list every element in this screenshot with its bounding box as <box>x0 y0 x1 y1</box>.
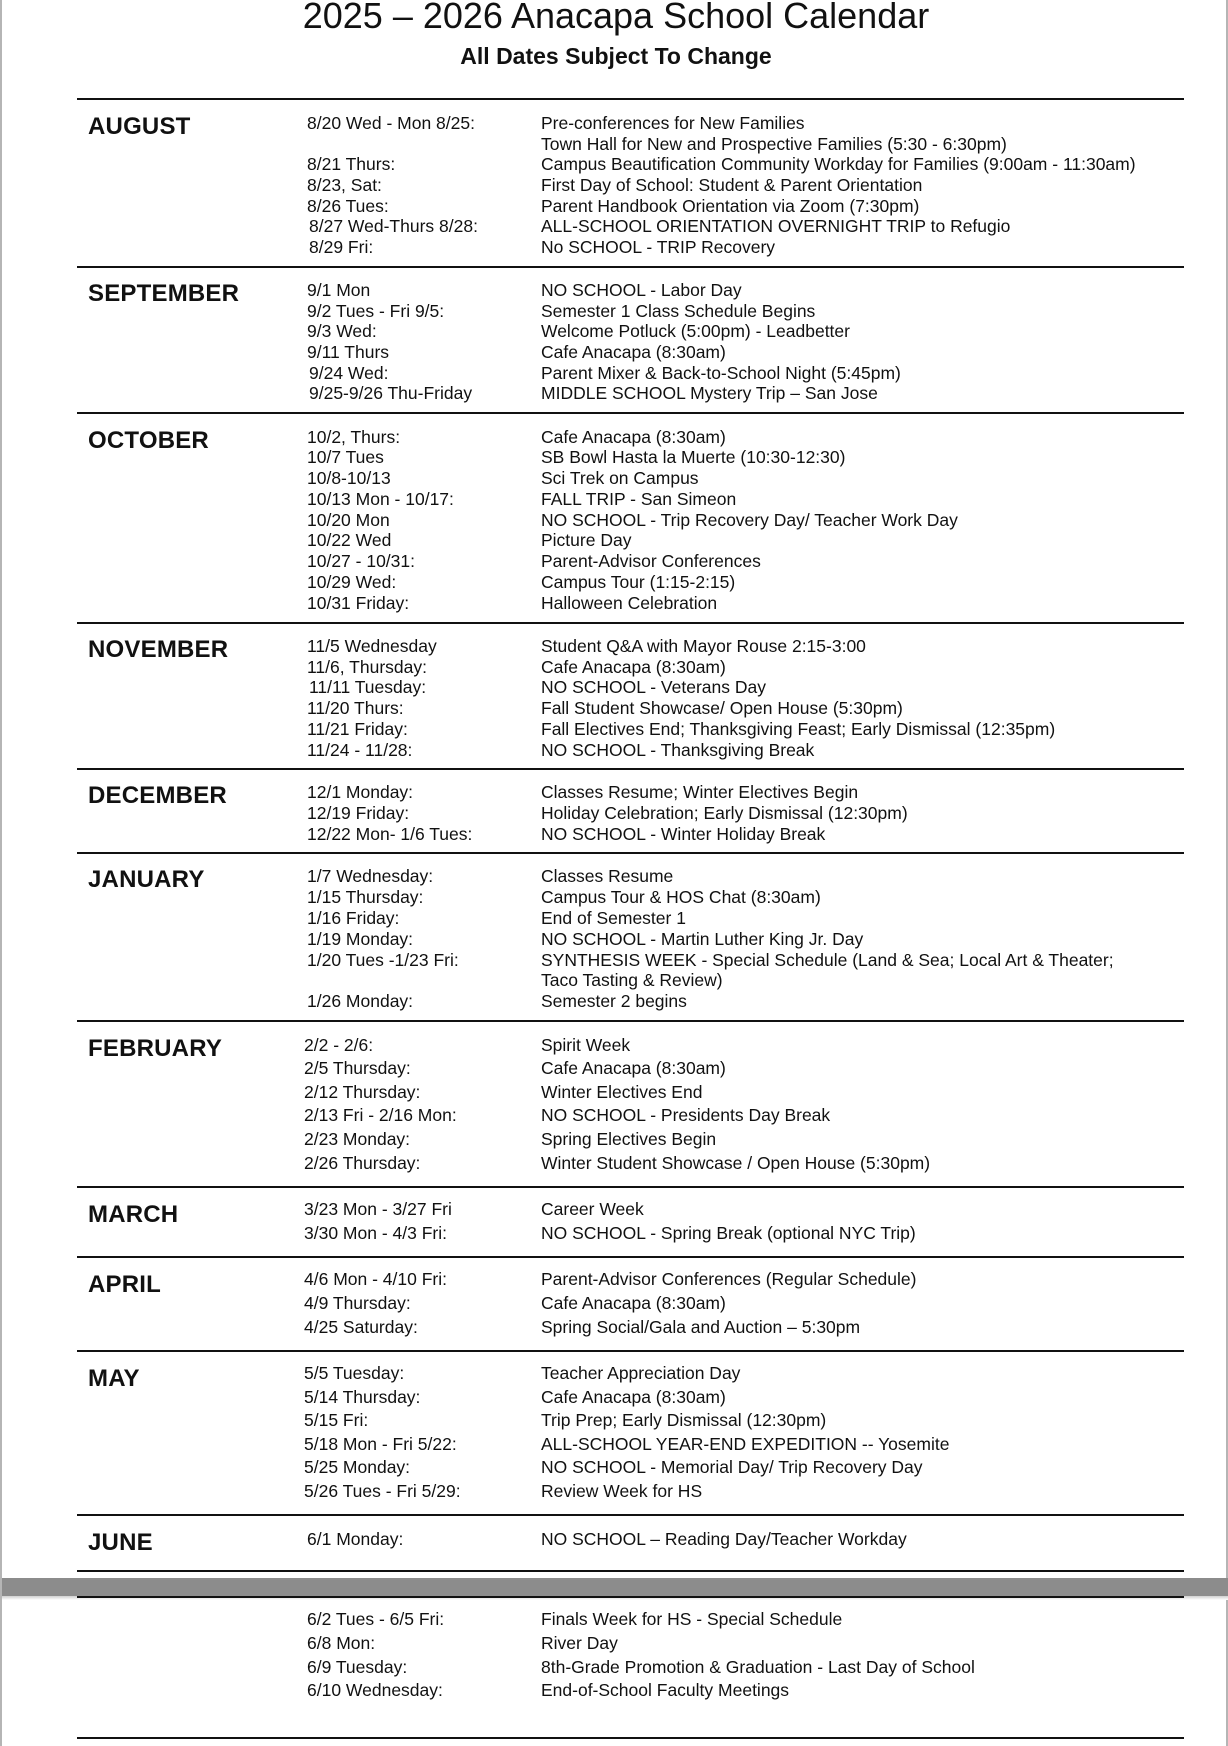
month-heading-may: MAY <box>88 1365 140 1392</box>
entry-date: 8/29 Fri: <box>309 237 374 257</box>
entry-event: FALL TRIP - San Simeon <box>541 489 737 509</box>
entry-date: 10/13 Mon - 10/17: <box>307 489 454 509</box>
entry-event: Town Hall for New and Prospective Families (5:30 - 6:30pm) <box>541 134 1007 154</box>
entry-event: NO SCHOOL - Trip Recovery Day/ Teacher Work Day <box>541 510 958 530</box>
divider <box>77 768 1184 770</box>
entry-date: 8/26 Tues: <box>307 196 389 216</box>
entry-date: 9/3 Wed: <box>307 321 377 341</box>
entry-event: Student Q&A with Mayor Rouse 2:15-3:00 <box>541 636 866 656</box>
entry-event: Classes Resume; Winter Electives Begin <box>541 782 859 802</box>
month-heading-october: OCTOBER <box>88 427 209 454</box>
entry-event: SYNTHESIS WEEK - Special Schedule (Land & Sea; Local Art & Theater; <box>541 950 1114 970</box>
entry-event: Spring Social/Gala and Auction – 5:30pm <box>541 1317 861 1337</box>
month-heading-august: AUGUST <box>88 113 191 140</box>
entry-date: 9/25-9/26 Thu-Friday <box>309 383 473 403</box>
entry-date: 10/29 Wed: <box>307 572 397 592</box>
divider <box>77 1596 1184 1598</box>
entry-date: 8/21 Thurs: <box>307 154 396 174</box>
entry-date: 10/22 Wed <box>307 530 392 550</box>
entry-event: Campus Tour (1:15-2:15) <box>541 572 736 592</box>
divider <box>77 1020 1184 1022</box>
entry-event: Spirit Week <box>541 1035 631 1055</box>
entry-event: Cafe Anacapa (8:30am) <box>541 1387 726 1407</box>
entry-date: 6/2 Tues - 6/5 Fri: <box>307 1609 445 1629</box>
entry-event: Campus Beautification Community Workday for Families (9:00am - 11:30am) <box>541 154 1136 174</box>
month-heading-january: JANUARY <box>88 866 205 893</box>
entry-event: Classes Resume <box>541 866 674 886</box>
entry-event: Welcome Potluck (5:00pm) - Leadbetter <box>541 321 850 341</box>
month-heading-april: APRIL <box>88 1271 161 1298</box>
entry-date: 2/26 Thursday: <box>304 1153 421 1173</box>
entry-date: 10/8-10/13 <box>307 468 391 488</box>
entry-event: Parent Mixer & Back-to-School Night (5:45pm) <box>541 363 901 383</box>
entry-event: Halloween Celebration <box>541 593 718 613</box>
entry-date: 6/10 Wednesday: <box>307 1680 443 1700</box>
entry-date: 5/18 Mon - Fri 5/22: <box>304 1434 457 1454</box>
entry-date: 8/20 Wed - Mon 8/25: <box>307 113 475 133</box>
entry-date: 1/19 Monday: <box>307 929 414 949</box>
entry-date: 4/9 Thursday: <box>304 1293 411 1313</box>
entry-date: 3/23 Mon - 3/27 Fri <box>304 1199 452 1219</box>
entry-date: 6/8 Mon: <box>307 1633 376 1653</box>
entry-event: Pre-conferences for New Families <box>541 113 805 133</box>
entry-date: 5/26 Tues - Fri 5/29: <box>304 1481 461 1501</box>
entry-date: 2/13 Fri - 2/16 Mon: <box>304 1105 457 1125</box>
entry-event: Cafe Anacapa (8:30am) <box>541 427 726 447</box>
entry-date: 12/22 Mon- 1/6 Tues: <box>307 824 473 844</box>
divider <box>77 1570 1184 1572</box>
entry-event: Winter Electives End <box>541 1082 703 1102</box>
entry-date: 9/24 Wed: <box>309 363 389 383</box>
entry-event: Spring Electives Begin <box>541 1129 717 1149</box>
entry-date: 6/9 Tuesday: <box>307 1657 408 1677</box>
entry-date: 8/27 Wed-Thurs 8/28: <box>309 216 478 236</box>
entry-date: 1/26 Monday: <box>307 991 414 1011</box>
entry-date: 2/23 Monday: <box>304 1129 411 1149</box>
entry-event: Teacher Appreciation Day <box>541 1363 741 1383</box>
entry-event: Holiday Celebration; Early Dismissal (12:30pm) <box>541 803 908 823</box>
entry-event: NO SCHOOL - Veterans Day <box>541 677 766 697</box>
entry-date: 4/6 Mon - 4/10 Fri: <box>304 1269 447 1289</box>
entry-date: 10/27 - 10/31: <box>307 551 415 571</box>
entry-event: End-of-School Faculty Meetings <box>541 1680 790 1700</box>
entry-event: NO SCHOOL - Martin Luther King Jr. Day <box>541 929 864 949</box>
divider <box>77 1186 1184 1188</box>
entry-date: 6/1 Monday: <box>307 1529 404 1549</box>
entry-date: 9/11 Thurs <box>307 342 390 362</box>
entry-date: 10/7 Tues <box>307 447 384 467</box>
entry-date: 10/20 Mon <box>307 510 390 530</box>
entry-date: 10/31 Friday: <box>307 593 410 613</box>
entry-event: Cafe Anacapa (8:30am) <box>541 1058 726 1078</box>
divider <box>77 266 1184 268</box>
entry-event: Fall Student Showcase/ Open House (5:30pm) <box>541 698 903 718</box>
entry-date: 4/25 Saturday: <box>304 1317 418 1337</box>
page-subtitle: All Dates Subject To Change <box>460 43 772 69</box>
divider <box>77 1514 1184 1516</box>
entry-event: 8th-Grade Promotion & Graduation - Last Day of School <box>541 1657 975 1677</box>
entry-event: NO SCHOOL - Spring Break (optional NYC Trip) <box>541 1223 916 1243</box>
divider <box>77 98 1184 100</box>
entry-event: Cafe Anacapa (8:30am) <box>541 657 726 677</box>
entry-event: NO SCHOOL - Labor Day <box>541 280 742 300</box>
entry-event: Winter Student Showcase / Open House (5:30pm) <box>541 1153 931 1173</box>
entry-event: Fall Electives End; Thanksgiving Feast; Early Dismissal (12:35pm) <box>541 719 1056 739</box>
divider <box>77 622 1184 624</box>
entry-date: 1/7 Wednesday: <box>307 866 434 886</box>
divider <box>77 1737 1184 1739</box>
entry-event: ALL-SCHOOL YEAR-END EXPEDITION -- Yosemite <box>541 1434 950 1454</box>
entry-event: Picture Day <box>541 530 632 550</box>
page-break <box>2 1578 1228 1596</box>
entry-date: 1/15 Thursday: <box>307 887 424 907</box>
entry-date: 8/23, Sat: <box>307 175 382 195</box>
month-heading-september: SEPTEMBER <box>88 280 240 307</box>
month-heading-december: DECEMBER <box>88 782 227 809</box>
entry-date: 12/1 Monday: <box>307 782 414 802</box>
entry-date: 9/2 Tues - Fri 9/5: <box>307 301 445 321</box>
month-heading-march: MARCH <box>88 1201 179 1228</box>
entry-event: NO SCHOOL - Memorial Day/ Trip Recovery Day <box>541 1457 923 1477</box>
entry-date: 5/25 Monday: <box>304 1457 411 1477</box>
entry-date: 2/12 Thursday: <box>304 1082 421 1102</box>
entry-date: 11/5 Wednesday <box>307 636 437 656</box>
entry-date: 3/30 Mon - 4/3 Fri: <box>304 1223 447 1243</box>
entry-event: Parent-Advisor Conferences <box>541 551 761 571</box>
entry-event: Trip Prep; Early Dismissal (12:30pm) <box>541 1410 827 1430</box>
entry-event: Cafe Anacapa (8:30am) <box>541 1293 726 1313</box>
entry-event: ALL-SCHOOL ORIENTATION OVERNIGHT TRIP to Refugio <box>541 216 1011 236</box>
month-heading-february: FEBRUARY <box>88 1035 223 1062</box>
entry-date: 1/20 Tues -1/23 Fri: <box>307 950 459 970</box>
entry-date: 12/19 Friday: <box>307 803 410 823</box>
entry-event: River Day <box>541 1633 618 1653</box>
entry-date: 11/20 Thurs: <box>307 698 404 718</box>
entry-event: Campus Tour & HOS Chat (8:30am) <box>541 887 821 907</box>
entry-event: Parent-Advisor Conferences (Regular Schedule) <box>541 1269 917 1289</box>
entry-date: 11/21 Friday: <box>307 719 408 739</box>
entry-date: 10/2, Thurs: <box>307 427 401 447</box>
entry-event: SB Bowl Hasta la Muerte (10:30-12:30) <box>541 447 846 467</box>
entry-event: Sci Trek on Campus <box>541 468 699 488</box>
entry-date: 5/5 Tuesday: <box>304 1363 405 1383</box>
entry-event: Career Week <box>541 1199 644 1219</box>
entry-event: First Day of School: Student & Parent Orientation <box>541 175 923 195</box>
entry-date: 11/24 - 11/28: <box>307 740 413 760</box>
entry-event: Semester 1 Class Schedule Begins <box>541 301 816 321</box>
entry-event: MIDDLE SCHOOL Mystery Trip – San Jose <box>541 383 878 403</box>
entry-event: Cafe Anacapa (8:30am) <box>541 342 726 362</box>
entry-date: 1/16 Friday: <box>307 908 400 928</box>
entry-event: Finals Week for HS - Special Schedule <box>541 1609 843 1629</box>
month-heading-june: JUNE <box>88 1529 153 1556</box>
entry-date: 5/15 Fri: <box>304 1410 369 1430</box>
entry-event: NO SCHOOL - Thanksgiving Break <box>541 740 815 760</box>
divider <box>77 852 1184 854</box>
entry-event: End of Semester 1 <box>541 908 686 928</box>
entry-date: 11/6, Thursday: <box>307 657 427 677</box>
entry-date: 11/11 Tuesday: <box>309 677 427 697</box>
entry-date: 2/5 Thursday: <box>304 1058 411 1078</box>
entry-date: 5/14 Thursday: <box>304 1387 421 1407</box>
entry-event: NO SCHOOL - Winter Holiday Break <box>541 824 826 844</box>
entry-event: Semester 2 begins <box>541 991 687 1011</box>
entry-date: 2/2 - 2/6: <box>304 1035 374 1055</box>
entry-event: Parent Handbook Orientation via Zoom (7:30pm) <box>541 196 920 216</box>
entry-event: NO SCHOOL – Reading Day/Teacher Workday <box>541 1529 907 1549</box>
divider <box>77 1350 1184 1352</box>
entry-event: No SCHOOL - TRIP Recovery <box>541 237 776 257</box>
month-heading-november: NOVEMBER <box>88 636 229 663</box>
divider <box>77 412 1184 414</box>
divider <box>77 1256 1184 1258</box>
entry-event: Review Week for HS <box>541 1481 703 1501</box>
entry-event: NO SCHOOL - Presidents Day Break <box>541 1105 831 1125</box>
entry-event: Taco Tasting & Review) <box>541 970 723 990</box>
entry-date: 9/1 Mon <box>307 280 371 300</box>
page-title: 2025 – 2026 Anacapa School Calendar <box>302 0 930 36</box>
